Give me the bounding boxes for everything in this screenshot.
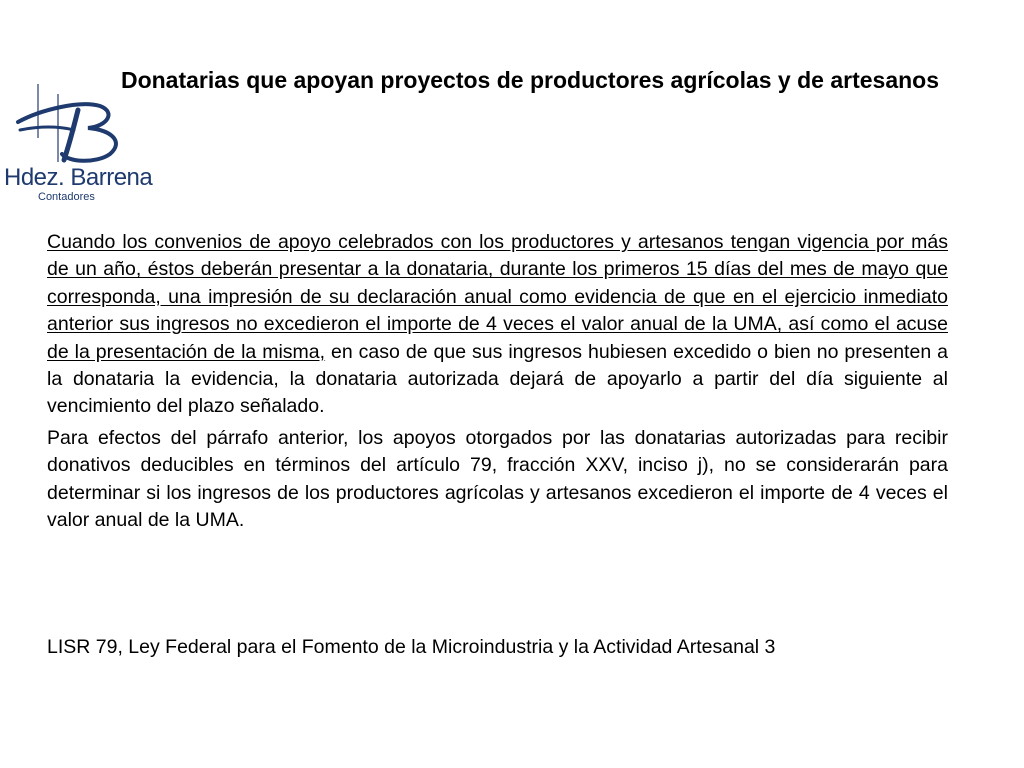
logo-company-subtitle: Contadores [38,191,95,203]
paragraph-1-text: en caso de que sus ingresos hubiesen excedido o bien no presenten a la donataria la evidencia, la donataria autorizada dejará de apoyarlo a partir del día siguiente al vencimiento del plazo señalado. [47,340,948,418]
paragraph-1 [47,229,948,421]
slide-body [47,229,948,534]
paragraph-2: Para efectos del párrafo anterior, los apoyos otorgados por las donatarias autorizadas para recibir donativos deducibles en términos del artículo 79, fracción XXV, inciso j), no se considerarán para determinar si los ingresos de los productores agrícolas y artesanos excedieron el importe de 4 veces el valor anual de la UMA. [47,426,948,532]
legal-reference: LISR 79, Ley Federal para el Fomento de la Microindustria y la Actividad Artesanal 3 [47,636,776,658]
paragraph-1-underlined-text: Cuando los convenios de apoyo celebrados con los productores y artesanos tengan vigencia por más de un año, éstos deberán presentar a la donataria, durante los primeros 15 días del mes de mayo que corresponda, una impresión de su declaración anual como evidencia de que en el ejercicio inmediato anterior sus ingresos no excedieron el importe de 4 veces el valor anual de la UMA, así como el acuse de la presentación de la misma, [47,231,948,363]
logo-company-name: Hdez. Barrena [4,164,153,191]
company-logo [0,80,153,210]
slide-title: Donatarias que apoyan proyectos de productores agrícolas y de artesanos [120,67,940,93]
